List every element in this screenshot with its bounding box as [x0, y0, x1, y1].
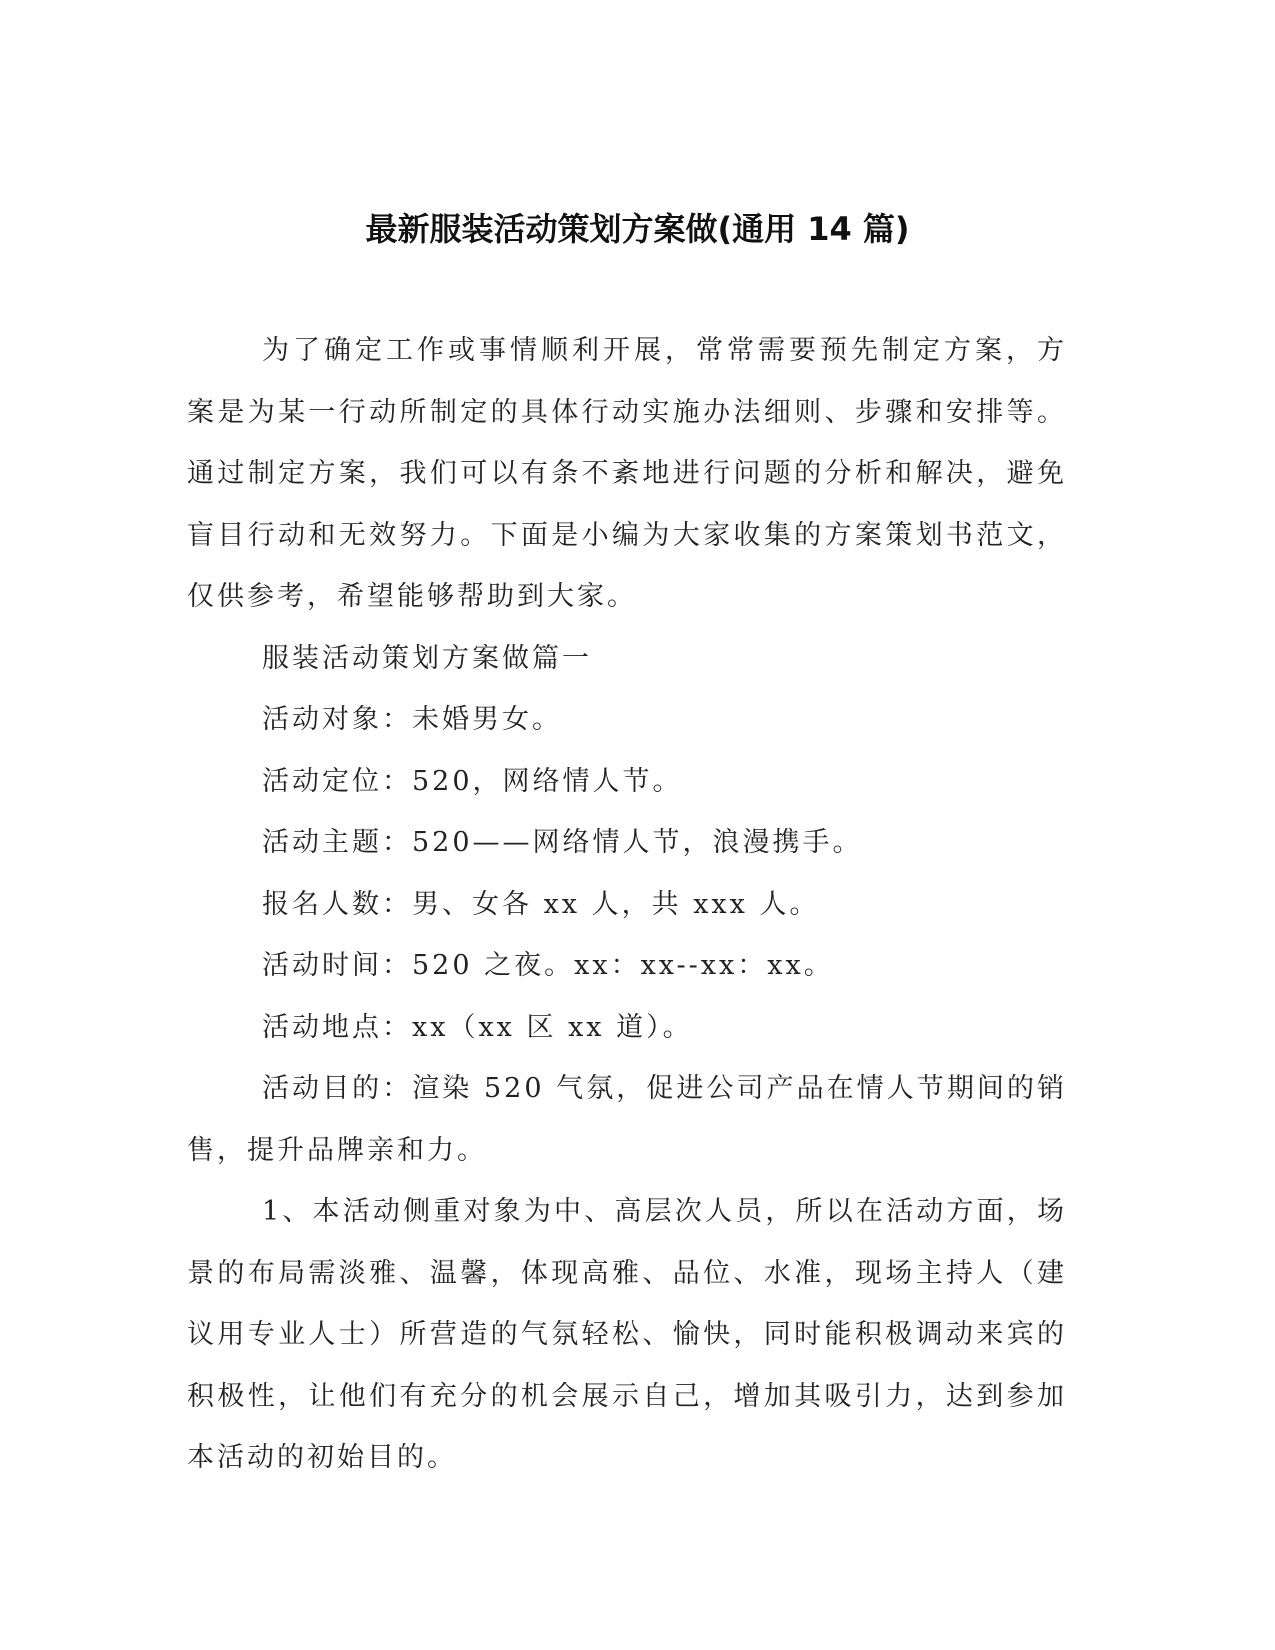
activity-purpose: 活动目的：渲染 520 气氛，促进公司产品在情人节期间的销售，提升品牌亲和力。	[187, 1073, 1067, 1166]
intro-paragraph: 为了确定工作或事情顺利开展，常常需要预先制定方案，方案是为某一行动所制定的具体行动实施办法细则、步骤和安排等。通过制定方案，我们可以有条不紊地进行问题的分析和解决，避免盲目行动和无效努力。下面是小编为大家收集的方案策划书范文，仅供参考，希望能够帮助到大家。	[187, 335, 1067, 612]
document-body	[187, 320, 1067, 1489]
section-heading: 服装活动策划方案做篇一	[262, 642, 592, 674]
registration-count: 报名人数：男、女各 xx 人，共 xxx 人。	[262, 888, 820, 920]
activity-time: 活动时间：520 之夜。xx：xx--xx：xx。	[262, 950, 834, 981]
document-title: 最新服装活动策划方案做(通用 14 篇)	[365, 210, 910, 248]
activity-target: 活动对象：未婚男女。	[262, 704, 562, 735]
activity-theme: 活动主题：520——网络情人节，浪漫携手。	[262, 827, 863, 858]
item-one-paragraph: 1、本活动侧重对象为中、高层次人员，所以在活动方面，场景的布局需淡雅、温馨，体现高雅、品位、水准，现场主持人（建议用专业人士）所营造的气氛轻松、愉快，同时能积极调动来宾的积极性，让他们有充分的机会展示自己，增加其吸引力，达到参加本活动的初始目的。	[187, 1196, 1067, 1473]
activity-location: 活动地点：xx（xx 区 xx 道）。	[262, 1011, 693, 1043]
activity-positioning: 活动定位：520，网络情人节。	[262, 765, 683, 797]
